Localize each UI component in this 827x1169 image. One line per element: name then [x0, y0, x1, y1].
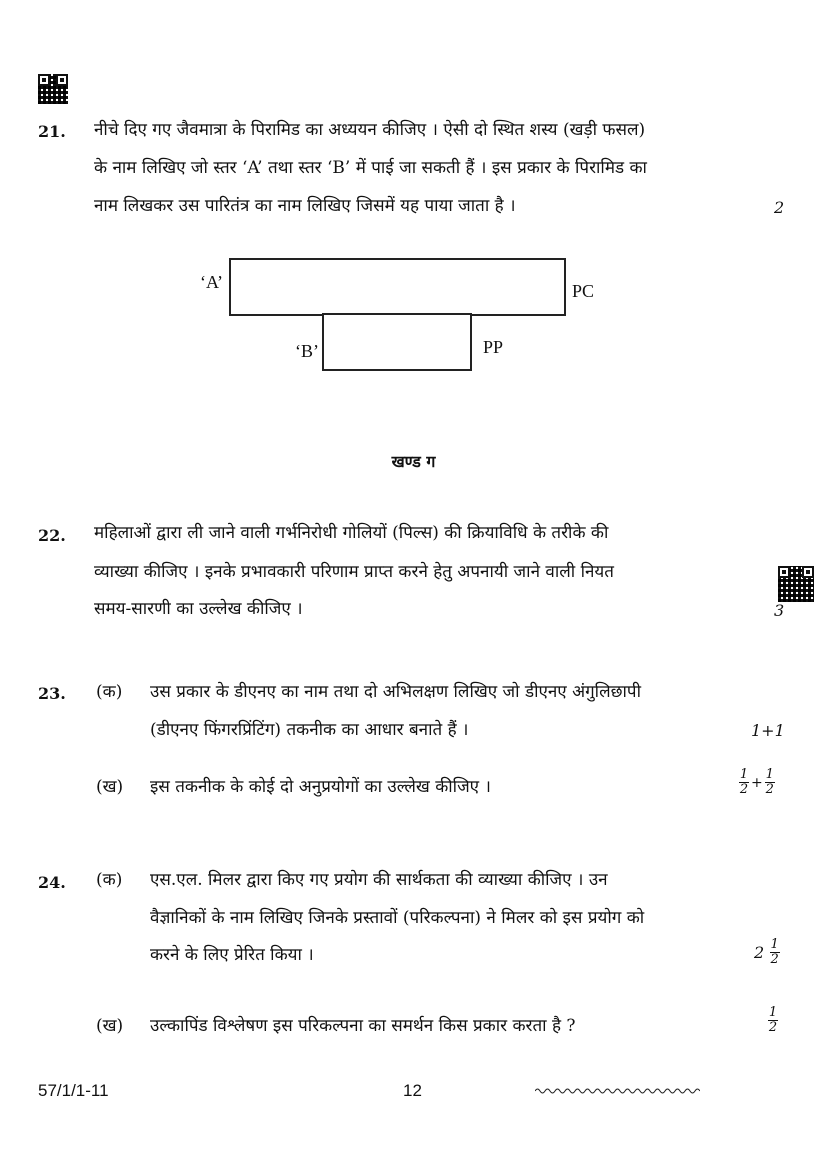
q21-line-3: नाम लिखकर उस पारितंत्र का नाम लिखिए जिसमें यह पाया जाता है ।	[94, 196, 516, 216]
q24a-line-3: करने के लिए प्रेरित किया ।	[150, 945, 314, 965]
label-b: ‘B’	[295, 341, 319, 361]
q24-number: 24.	[38, 873, 66, 892]
pyramid-level-a	[229, 258, 566, 316]
footer-page-number: 12	[403, 1081, 422, 1100]
q21-number: 21.	[38, 122, 66, 141]
q21-line-1: नीचे दिए गए जैवमात्रा के पिरामिड का अध्ययन कीजिए । ऐसी दो स्थित शस्य (खड़ी फसल)	[94, 120, 646, 140]
q24a-label: (क)	[96, 870, 123, 890]
q22-line-3: समय-सारणी का उल्लेख कीजिए ।	[94, 599, 303, 619]
q23b-line-1: इस तकनीक के कोई दो अनुप्रयोगों का उल्लेख कीजिए ।	[150, 777, 491, 797]
q24b-frac: $\frac{1}{2}$	[768, 1005, 778, 1035]
label-a: ‘A’	[200, 272, 223, 292]
q24b-line-1: उल्कापिंड विश्लेषण इस परिकल्पना का समर्थन किस प्रकार करता है ?	[150, 1016, 576, 1036]
q23b-frac-2: $\frac{1}{2}$	[765, 767, 774, 797]
q24a-marks: 2 $\frac{1}{2}$	[754, 937, 779, 967]
q22-number: 22.	[38, 526, 66, 545]
q23a-marks: 1+1	[751, 721, 785, 740]
footer-wavy-line	[535, 1086, 700, 1096]
q23a-line-2: (डीएनए फिंगरप्रिंटिंग) तकनीक का आधार बनाते हैं ।	[150, 720, 469, 740]
q23b-label: (ख)	[96, 777, 124, 797]
q22-line-1: महिलाओं द्वारा ली जाने वाली गर्भनिरोधी गोलियों (पिल्स) की क्रियाविधि के तरीके की	[94, 523, 609, 543]
section-title: खण्ड ग	[391, 452, 436, 471]
q21-marks: 2	[774, 198, 785, 217]
q23-number: 23.	[38, 684, 66, 703]
q22-line-2: व्याख्या कीजिए । इनके प्रभावकारी परिणाम प्राप्त करने हेतु अपनायी जाने वाली नियत	[94, 562, 614, 582]
q23a-label: (क)	[96, 682, 123, 702]
q23b-frac-1: $\frac{1}{2}$	[739, 767, 749, 797]
q23b-marks: $\frac{1}{2}$ + $\frac{1}{2}$	[739, 767, 774, 797]
q24b-marks	[768, 1006, 778, 1035]
qr-code-side	[778, 566, 814, 602]
q24b-label: (ख)	[96, 1016, 124, 1036]
pyramid-level-b	[322, 313, 472, 371]
qr-code-top	[38, 74, 68, 104]
label-pc: PC	[572, 281, 595, 301]
q22-marks: 3	[774, 601, 785, 620]
q24a-line-2: वैज्ञानिकों के नाम लिखिए जिनके प्रस्तावों (परिकल्पना) ने मिलर को इस प्रयोग को	[150, 908, 645, 928]
label-pp: PP	[483, 337, 504, 357]
q24a-frac: $\frac{1}{2}$	[770, 937, 779, 967]
q23a-line-1: उस प्रकार के डीएनए का नाम तथा दो अभिलक्षण लिखिए जो डीएनए अंगुलिछापी	[150, 682, 641, 702]
q24a-line-1: एस.एल. मिलर द्वारा किए गए प्रयोग की सार्थकता की व्याख्या कीजिए । उन	[150, 870, 608, 890]
footer-code: 57/1/1-11	[38, 1081, 109, 1100]
q21-line-2: के नाम लिखिए जो स्तर ‘A’ तथा स्तर ‘B’ में पाई जा सकती हैं । इस प्रकार के पिरामिड का	[94, 158, 647, 178]
